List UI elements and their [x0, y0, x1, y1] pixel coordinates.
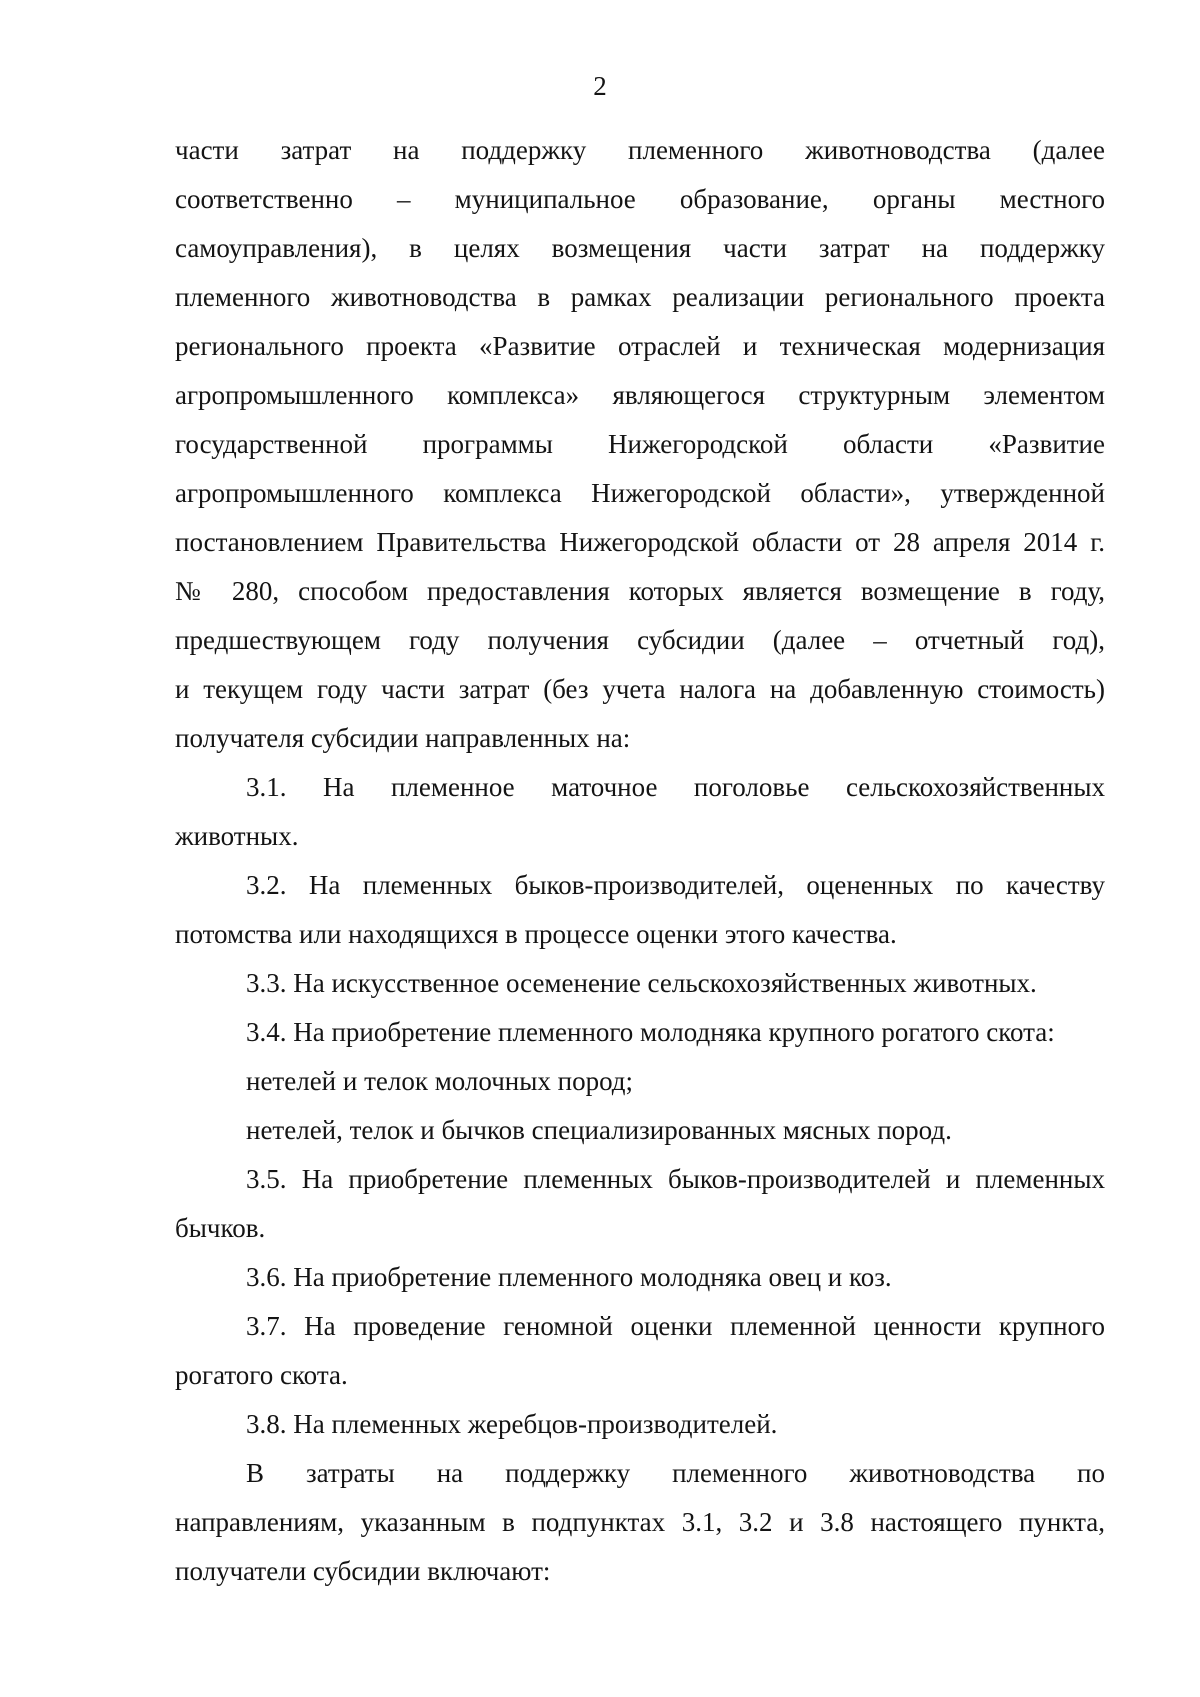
text-line: агропромышленного комплекса Нижегородской области», утвержденной [175, 478, 1105, 508]
text-line: 3.2. На племенных быков-производителей, оцененных по качеству [246, 870, 1105, 900]
text-line: 3.1. На племенное маточное поголовье сельскохозяйственных [246, 772, 1105, 802]
text-line: части затрат на поддержку племенного животноводства (далее [175, 135, 1105, 165]
text-line: бычков. [175, 1213, 266, 1243]
text-line: агропромышленного комплекса» являющегося структурным элементом [175, 380, 1105, 410]
document-body [175, 126, 1105, 1596]
text-line: В затраты на поддержку племенного животноводства по [246, 1458, 1105, 1488]
text-line: 3.5. На приобретение племенных быков-производителей и племенных [246, 1164, 1105, 1194]
text-line: нетелей и телок молочных пород; [246, 1066, 634, 1096]
text-line: регионального проекта «Развитие отраслей и техническая модернизация [175, 331, 1105, 361]
text-line: животных. [175, 821, 299, 851]
text-line: 3.8. На племенных жеребцов-производителей. [246, 1409, 778, 1439]
page-number: 2 [593, 71, 607, 101]
text-line: получатели субсидии включают: [175, 1556, 551, 1586]
text-line: 3.7. На проведение геномной оценки племенной ценности крупного [246, 1311, 1105, 1341]
text-line: 3.4. На приобретение племенного молодняка крупного рогатого скота: [246, 1017, 1055, 1047]
text-line: нетелей, телок и бычков специализированных мясных пород. [246, 1115, 952, 1145]
text-line: и текущем году части затрат (без учета налога на добавленную стоимость) [175, 674, 1105, 704]
text-line: 3.3. На искусственное осеменение сельскохозяйственных животных. [246, 968, 1037, 998]
text-line: № 280, способом предоставления которых является возмещение в году, [175, 576, 1105, 606]
text-line: направлениям, указанным в подпунктах 3.1, 3.2 и 3.8 настоящего пункта, [175, 1507, 1105, 1537]
text-line: получателя субсидии направленных на: [175, 723, 631, 753]
text-line: соответственно – муниципальное образование, органы местного [175, 184, 1105, 214]
text-line: государственной программы Нижегородской области «Развитие [175, 429, 1105, 459]
text-line: самоуправления), в целях возмещения части затрат на поддержку [175, 233, 1105, 263]
text-line: постановлением Правительства Нижегородской области от 28 апреля 2014 г. [175, 527, 1105, 557]
text-line: предшествующем году получения субсидии (далее – отчетный год), [175, 625, 1105, 655]
text-line: потомства или находящихся в процессе оценки этого качества. [175, 919, 897, 949]
text-line: племенного животноводства в рамках реализации регионального проекта [175, 282, 1105, 312]
text-line: рогатого скота. [175, 1360, 348, 1390]
text-line: 3.6. На приобретение племенного молодняка овец и коз. [246, 1262, 892, 1292]
